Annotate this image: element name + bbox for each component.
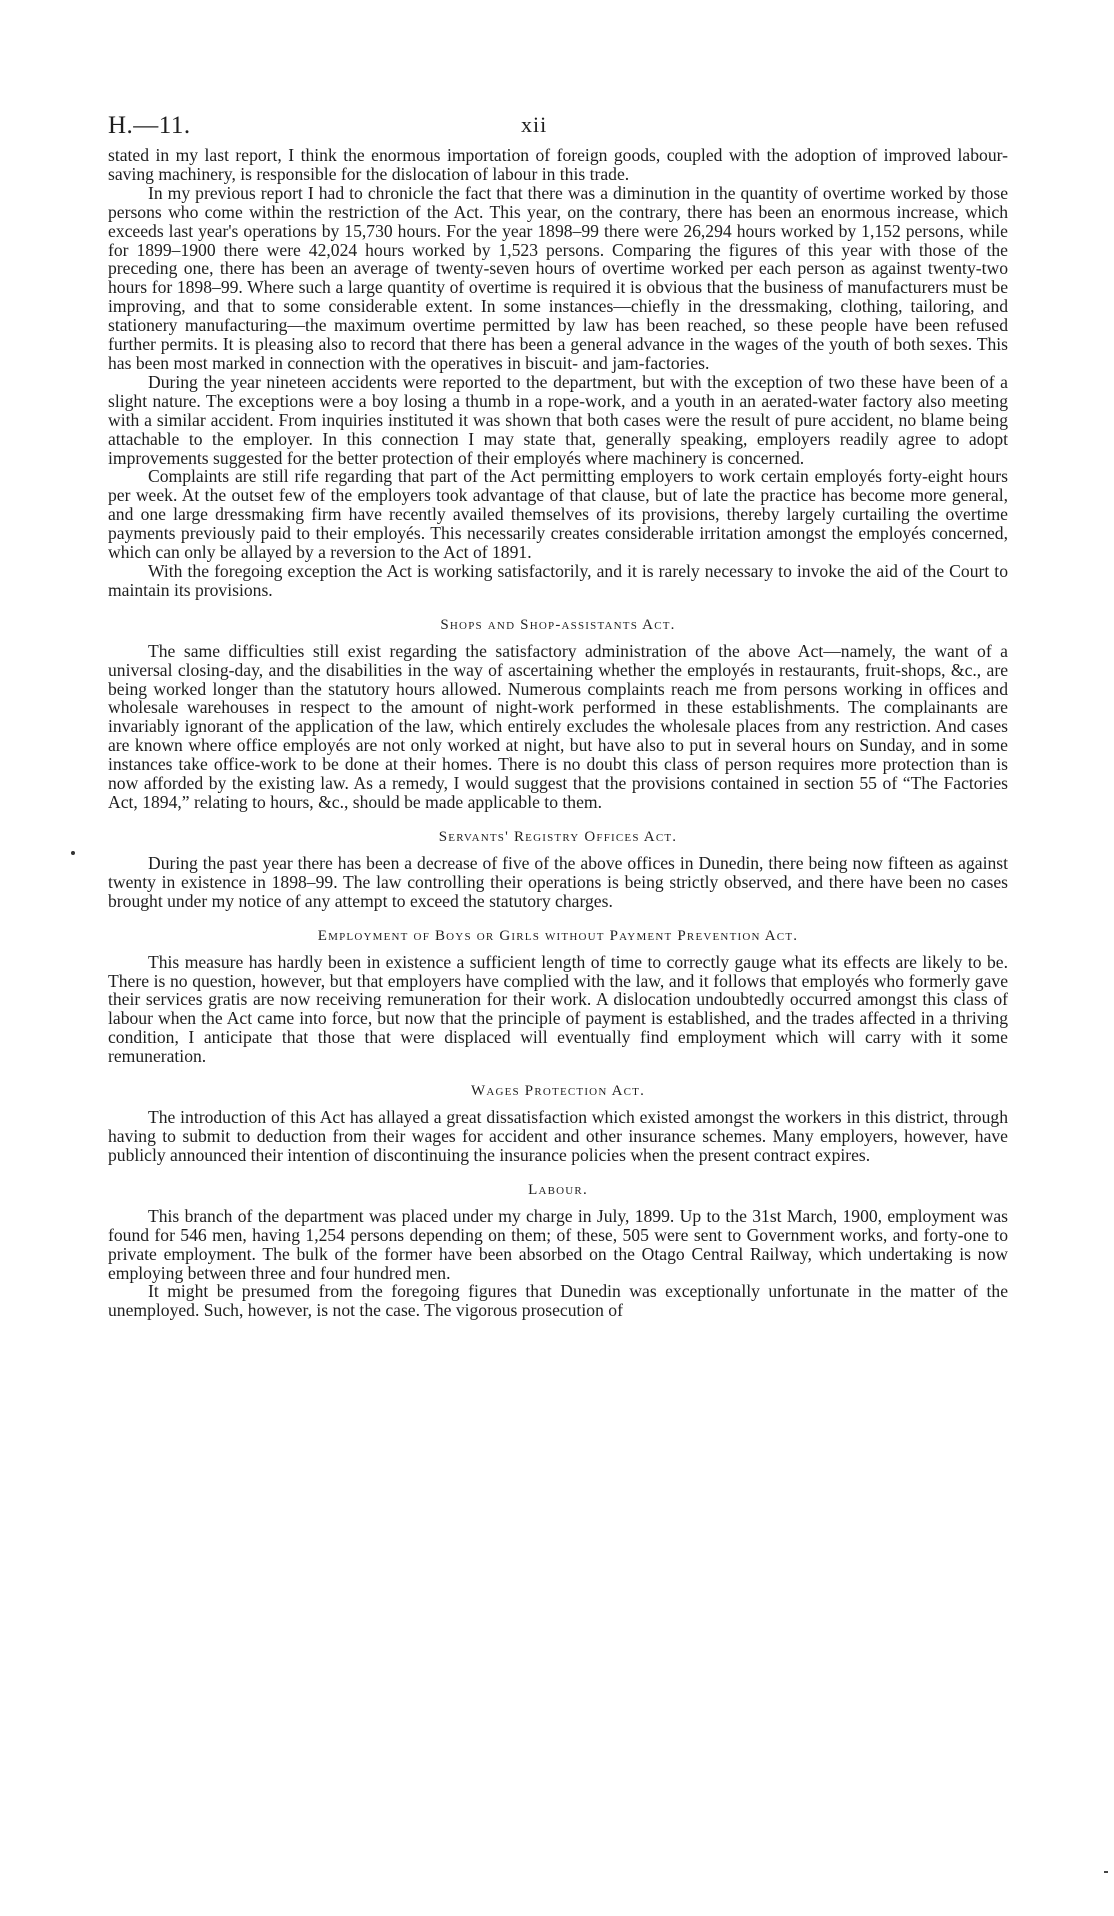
document-page bbox=[108, 100, 1008, 1320]
section-heading: Servants' Registry Offices Act. bbox=[438, 828, 678, 845]
paragraph: During the year nineteen accidents were reported to the department, but with the exception of two these have been of a slight nature. The exceptions were a boy losing a thumb in a rope-work, and a youth in an aerated-water factory also meeting with a similar accident. From inquiries instituted it was shown that both cases were the result of pure accident, no blame being attachable to the employer. In this connection I may state that, generally speaking, employers readily agree to adopt improvements suggested for the better protection of their employés where machinery is concerned. bbox=[108, 371, 1008, 468]
paragraph: During the past year there has been a decrease of five of the above offices in Dunedin, there being now fifteen as against twenty in existence in 1898–99. The law controlling their operations is being strictly observed, and there have been no cases brought under my notice of any attempt to exceed the statutory charges. bbox=[108, 852, 1008, 911]
paragraph: The introduction of this Act has allayed a great dissatisfaction which existed amongst the workers in this district, through having to submit to deduction from their wages for accident and other insurance schemes. Many employers, however, have publicly announced their intention of discontinuing the insurance policies when the present contract expires. bbox=[108, 1107, 1008, 1165]
section-heading: Labour. bbox=[528, 1181, 588, 1198]
paragraph: stated in my last report, I think the enormous importation of foreign goods, coupled with the adoption of improved labour-saving machinery, is responsible for the dislocation of labour in this trade. bbox=[108, 145, 1008, 184]
section-heading: Shops and Shop-assistants Act. bbox=[440, 616, 676, 633]
paragraph: In my previous report I had to chronicle the fact that there was a diminution in the quantity of overtime worked by those persons who come within the restriction of the Act. This year, on the contrary, there has been an enormous increase, which exceeds last year's operations by 15,730 hours. For the year 1898–99 there were 26,294 hours worked by 1,152 persons, while for 1899–1900 there were 42,024 hours worked by 1,523 persons. Comparing the figures of this year with those of the preceding one, there has been an average of twenty-seven hours of overtime worked per each person as against twenty-two hours for 1898–99. Where such a large quantity of overtime is required it is obvious that the business of manufacturers must be improving, and that to some considerable extent. In some instances—chiefly in the dressmaking, clothing, tailoring, and stationery manufacturing—the maximum overtime permitted by law has been reached, so these people have been refused further permits. It is pleasing also to record that there has been a general advance in the wages of the youth of both sexes. This has been most marked in connection with the operatives in biscuit- and jam-factories. bbox=[108, 182, 1008, 373]
paragraph: It might be presumed from the foregoing figures that Dunedin was exceptionally unfortunate in the matter of the unemployed. Such, however, is not the case. The vigorous prosecution of bbox=[108, 1281, 1008, 1321]
document-id: H.—11. bbox=[108, 112, 191, 139]
page-number: xii bbox=[521, 112, 548, 137]
paragraph: The same difficulties still exist regarding the satisfactory administration of the above Act—namely, the want of a universal closing-day, and the disabilities in the way of ascertaining whether the employés in restaurants, fruit-shops, &c., are being worked longer than the statutory hours allowed. Numerous complaints reach me from persons working in offices and wholesale warehouses in respect to the amount of night-work performed in these establishments. The complainants are invariably ignorant of the application of the law, which entirely excludes the wholesale places from any restriction. And cases are known where office employés are not only worked at night, but have also to put in several hours on Sunday, and in some instances take office-work to be done at their homes. There is no doubt this class of person requires more protection than is now afforded by the existing law. As a remedy, I would suggest that the provisions contained in section 55 of “The Factories Act, 1894,” relating to hours, &c., should be made applicable to them. bbox=[108, 640, 1008, 812]
paragraph: This measure has hardly been in existence a sufficient length of time to correctly gauge what its effects are likely to be. There is no question, however, but that employers have complied with the law, and it follows that employés who formerly gave their services gratis are now receiving remuneration for their work. A dislocation undoubtedly occurred amongst this class of labour when the Act came into force, but now that the principle of payment is established, and the trades affected in a thriving condition, I anticipate that those that were displaced will eventually find employment which will carry with it some remuneration. bbox=[108, 951, 1008, 1067]
section-heading: Employment of Boys or Girls without Payment Prevention Act. bbox=[317, 927, 799, 944]
paragraph: This branch of the department was placed under my charge in July, 1899. Up to the 31st March, 1900, employment was found for 546 men, having 1,254 persons depending on them; of these, 505 were sent to Government works, and forty-one to private employment. The bulk of the former have been absorbed on the Otago Central Railway, which undertaking is now employing between three and four hundred men. bbox=[108, 1205, 1008, 1283]
section-heading: Wages Protection Act. bbox=[470, 1083, 646, 1100]
margin-mark bbox=[71, 851, 75, 855]
margin-mark bbox=[1104, 1871, 1108, 1873]
paragraph: With the foregoing exception the Act is working satisfactorily, and it is rarely necessary to invoke the aid of the Court to maintain its provisions. bbox=[108, 560, 1008, 600]
running-head bbox=[108, 100, 1008, 146]
paragraph: Complaints are still rife regarding that part of the Act permitting employers to work certain employés forty-eight hours per week. At the outset few of the employers took advantage of that clause, but of late the practice has become more general, and one large dressmaking firm have recently availed themselves of its provisions, thereby largely curtailing the overtime payments previously paid to their employés. This necessarily creates considerable irritation amongst the employés concerned, which can only be allayed by a reversion to the Act of 1891. bbox=[108, 466, 1008, 563]
